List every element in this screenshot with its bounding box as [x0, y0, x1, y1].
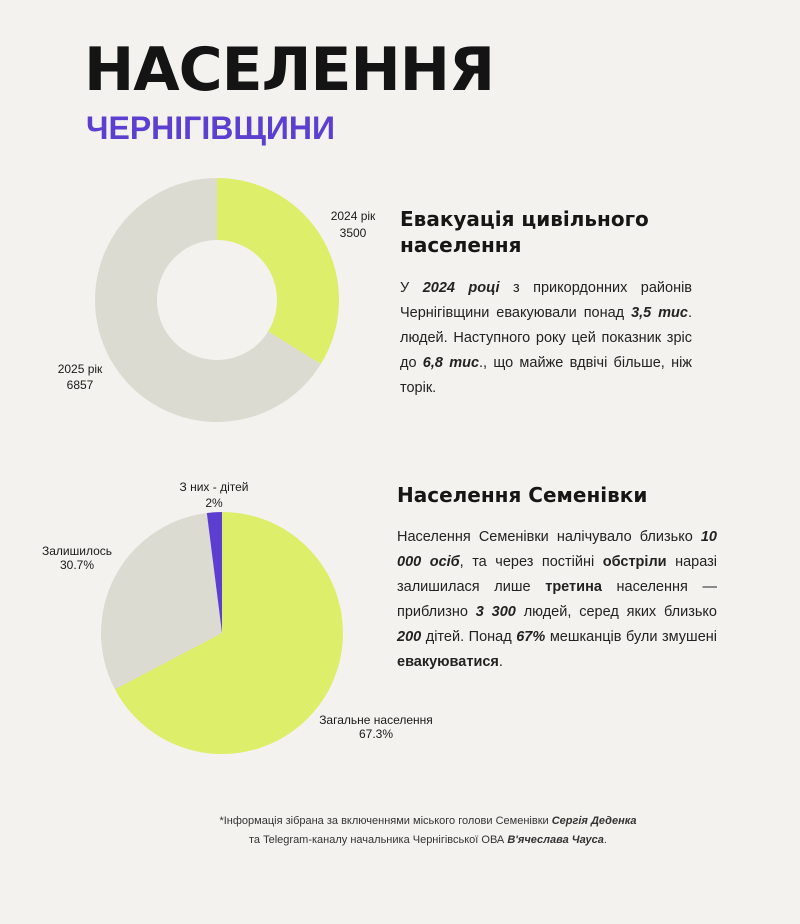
donut-slice-2024 [217, 178, 339, 364]
emphasis-text: 3 300 [475, 604, 516, 620]
pie-label-total-value: 67.3% [358, 727, 394, 741]
donut-chart-evacuation [95, 178, 339, 422]
section-evacuation-text: У 2024 році з прикордонних районів Чернігівщини евакуювали понад 3,5 тис. людей. Наступного року цей показник зріс до 6,8 тис., що майже вдвічі більше, ніж торік. [400, 280, 693, 396]
footnote-line1: *Інформація зібрана за включеннями міського голови Семенівки Сергія Деденка [219, 815, 637, 827]
emphasis-text: Сергія Деденка [551, 815, 637, 827]
emphasis-text: 2024 році [422, 280, 500, 296]
pie-label-total-name: Загальне населення [319, 713, 433, 727]
pie-label-children-name: З них - дітей [179, 480, 249, 494]
emphasis-text: 200 [397, 629, 422, 645]
footnote [0, 812, 800, 850]
footnote-line2: та Telegram-каналу начальника Чернігівської ОВА В'ячеслава Чауса. [249, 834, 607, 846]
page-title: НАСЕЛЕННЯ [84, 35, 495, 105]
emphasis-text: В'ячеслава Чауса [507, 834, 604, 846]
pie-label-remaining-name: Залишилось [41, 544, 113, 558]
pie-label-remaining-value: 30.7% [59, 558, 95, 572]
emphasis-text: 67% [516, 629, 546, 645]
section-evacuation-heading-line2: населення [400, 233, 522, 257]
emphasis-text: 10 000 осіб [397, 529, 717, 570]
pie-chart-semenivka [101, 512, 343, 754]
donut-label-2025-name: 2025 рік [57, 362, 103, 376]
emphasis-text: обстріли [602, 554, 667, 570]
emphasis-text: 3,5 тис [631, 305, 688, 321]
donut-label-2025-value: 6857 [66, 378, 94, 392]
section-evacuation-heading-line1: Евакуація цивільного [400, 207, 649, 231]
section-semenivka-heading: Населення Семенівки [397, 483, 648, 507]
page-subtitle: ЧЕРНІГІВЩИНИ [86, 110, 336, 146]
section-evacuation-heading [400, 206, 649, 258]
emphasis-text: 6,8 тис [422, 355, 480, 371]
emphasis-text: третина [545, 579, 602, 595]
pie-label-children-value: 2% [205, 496, 223, 510]
emphasis-text: евакуюватися [397, 654, 499, 670]
section-semenivka-text: Населення Семенівки налічувало близько 10 000 осіб, та через постійні обстріли наразі залишилася лише третина населення — приблизно 3 300 людей, серед яких близько 200 дітей. Понад 67% мешканців були змушені евакуюватися. [397, 529, 718, 670]
donut-label-2024-name: 2024 рік [330, 209, 376, 223]
donut-label-2024-value: 3500 [339, 226, 367, 240]
